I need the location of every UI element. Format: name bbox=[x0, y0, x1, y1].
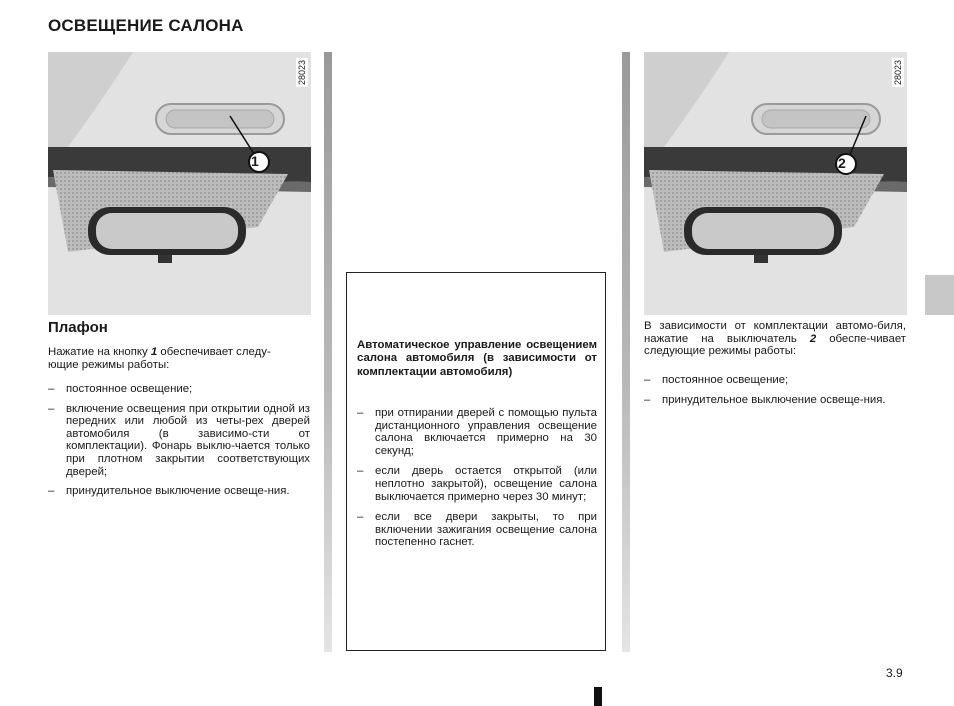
ceiling-light-photo-2 bbox=[644, 52, 907, 315]
callout-2: 2 bbox=[838, 155, 846, 171]
left-intro: Нажатие на кнопку 1 обеспечивает следу- ющие режимы работы: bbox=[48, 346, 271, 371]
callout-1: 1 bbox=[251, 153, 259, 169]
right-mode-list bbox=[644, 374, 906, 413]
note-box-heading: Автоматическое управление освещением салона автомобиля (в зависимости от комплектации автомобиля) bbox=[357, 339, 597, 378]
right-intro: В зависимости от комплектации автомо-биля, нажатие на выключатель 2 обеспе-чивает следующие режимы работы: bbox=[644, 320, 906, 358]
page-title: ОСВЕЩЕНИЕ САЛОНА bbox=[48, 16, 244, 35]
list-item: – если дверь остается открытой (или неплотно закрытой), освещение салона выключается примерно через 30 минут; bbox=[357, 465, 597, 503]
ceiling-light-photo-1 bbox=[48, 52, 311, 315]
note-box-list bbox=[357, 407, 597, 557]
note-box bbox=[346, 272, 606, 651]
figure-code: 28023 bbox=[893, 60, 903, 86]
list-item: – включение освещения при открытии одной из передних или любой из четы-рех дверей автомобиля (в зависимо-сти от комплектации). Фонарь выклю-чается только при плотном закрытии соответствующих дверей; bbox=[48, 403, 310, 479]
page-marker bbox=[594, 687, 602, 706]
list-item: – постоянное освещение; bbox=[48, 383, 310, 396]
section-tab bbox=[925, 275, 954, 315]
figure-code: 28023 bbox=[297, 60, 307, 86]
list-item: – если все двери закрыты, то при включении зажигания освещение салона постепенно гаснет. bbox=[357, 511, 597, 549]
page-number: 3.9 bbox=[886, 666, 903, 680]
column-rule-right bbox=[622, 52, 630, 652]
list-item: – при отпирании дверей с помощью пульта дистанционного управления освещение салона включается примерно на 30 секунд; bbox=[357, 407, 597, 457]
section-heading: Плафон bbox=[48, 319, 108, 336]
list-item: – постоянное освещение; bbox=[644, 374, 906, 387]
list-item: – принудительное выключение освеще-ния. bbox=[644, 394, 906, 407]
list-item: – принудительное выключение освеще-ния. bbox=[48, 485, 310, 498]
left-mode-list bbox=[48, 383, 310, 505]
column-rule-left bbox=[324, 52, 332, 652]
